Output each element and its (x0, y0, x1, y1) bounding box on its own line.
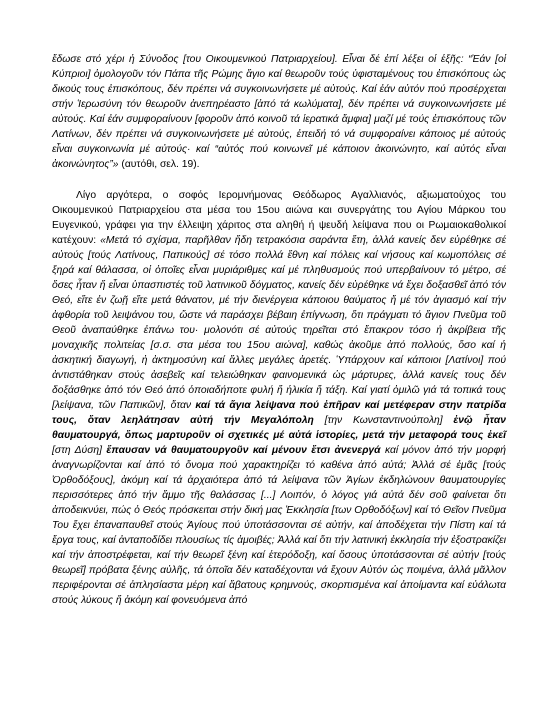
paragraph-2 (52, 188, 506, 608)
paragraph-1 (52, 52, 506, 172)
paragraph1-text-segment: (αυτόθι, σελ. 19). (121, 159, 200, 170)
paragraph2-text-segment: «Μετά τό σχίσμα, παρῆλθαν ἤδη τετρακόσια σαράντα ἔτη, ἀλλά κανείς δεν εὑρέθηκε σέ αὐτούς [τούς Λατίνους, Παπικούς] σέ τόσο πολλά ἔθνη καί πόλεις καί νήσους καί κωμοπόλεις σέ ξηρά καί θάλασσα, οἱ ὁποῖες εἶναι μυριάριθμες καί μέ πληθυσμούς πού υπερβαίνουν τό μέτρο, σέ ὅσες ἦταν ἤ εἶναι ὑπασπιστές τοῦ λατινικοῦ δόγματος, κανείς δέν εὑρέθηκε νά ἔχει δοξασθεῖ ἀπό τόν Θεό, εἴτε ἐν ζωῇ εἴτε μετά θάνατον, μέ τήν διενέργεια κάποιου θαύματος ἤ μέ τόν ἁγιασμό καί τήν ἀφθορία τοῦ λειψάνου του, ὥστε νά παράσχει βέβαιη ἐπίγνωση, ὅτι πράγματι τό ἅγιον Πνεῦμα τοῦ Θεοῦ ἀναπαύθηκε ἐπάνω του· μολονότι σέ αὐτούς τηρεῖται στό ἔπακρον τόσο ἡ ἀκρίβεια τῆς μοναχικῆς πολιτείας [σ.σ. στα μέσα του 15ου αιώνα], καθώς ἀκοῦμε ἀπό πολλούς, ὅσο καί ἡ ἀσκητική διαγωγή, ἡ ἀκτημοσύνη καί ἄλλες μεγάλες ἀρετές. Ὑπάρχουν καί κάποιοι [Λατίνοι] πού ἀντιστάθηκαν στούς ἀσεβεῖς καί τελειώθηκαν φαινομενικά ὡς μάρτυρες, ἀλλά κανείς τους δέν δοξάσθηκε ἀπό τόν Θεό ἀπό ὁποιαδήποτε φυλή ἤ ἡλικία ἤ τάξη. Καί γιατί ὁμιλῶ γιά τά τοπικά τους [λείψανα, τῶν Παπικῶν], ὅταν (52, 235, 506, 411)
paragraph2-text-segment: Λίγο αργότερα, ο σοφός Ιερομνήμονας Θεόδωρος Αγαλλιανός, αξιωματούχος του Οικουμενικού Πατριαρχείου στα μέσα του 15ου αιώνα και συνεργάτης του Αγίου Μάρκου του Ευγενικού, γράφει για την έλλειψη χάριτος στα αληθή ή ψευδή λείψανα που οι Ρωμαιοκαθολικοί κατέχουν: (52, 190, 506, 246)
paragraph2-text-segment: ἐνῷ ἦταν θαυματουργά, ὅπως μαρτυροῦν οἱ σχετικές μέ αὐτά ἱστορίες, μετά τήν μεταφορά τους ἐκεῖ (52, 415, 506, 441)
paragraph1-text-segment: ἔδωσε στό χέρι ἡ Σύνοδος [του Οικουμενικού Πατριαρχείου]. Εἶναι δέ ἐπί λέξει οἱ ἑξῆς: “Ἐάν [οἱ Κύπριοι] ὁμολογοῦν τόν Πάπα τῆς Ρώμης ἅγιο καί θεωροῦν τούς ὑφισταμένους του ἐπισκόπους ὡς δικούς τους ἐπισκόπους, δέν πρέπει νά συγκοινωνήσετε μέ αὐτούς. Καί ἐάν αὐτόν πού προσέρχεται στήν Ἱερωσύνη τόν θεωροῦν ἀνεπηρέαστο [ἀπό τά κωλύματα], δέν πρέπει νά συγκοινωνήσετε μέ αὐτούς. Καί ἐάν συμφοραίνουν [φοροῦν ἀπό κοινοῦ τά ἱερατικά ἄμφια] μαζί μέ τούς ἐπισκόπους τῶν Λατίνων, δέν πρέπει νά συγκοινωνήσετε μέ αὐτούς, ἐπειδή τό νά συμφοραίνει κάποιος μέ αὐτούς εἶναι συγκοινωνία μέ αὐτούς· καί “αὐτός πού κοινωνεῖ μέ κάποιον ἀκοινώνητο, καί αὐτός εἶναι ἀκοινώνητος”» (52, 54, 506, 170)
paragraph2-text-segment: [στη Δύση] (52, 445, 107, 456)
paragraph2-text-segment: [την Κωνσταντινούπολη] (313, 415, 454, 426)
paragraph2-text-segment: καί τά ἅγια λείψανα πού ἐπῆραν καί μετέφεραν στην πατρίδα τους, ὅταν λεηλάτησαν αὐτή τήν Μεγαλόπολη (52, 400, 506, 426)
paragraph2-text-segment: καί μόνον ἀπό τήν μορφή ἀναγνωρίζονται καί ἀπό τό ὄνομα πού χαρακτηρίζει τό καθένα ἀπό αὐτά; Ἀλλά σέ ἐμᾶς [τούς Ὀρθοδόξους], ἀκόμη καί τά ἀρχαιότερα ἀπό τά λείψανα τῶν Ἁγίων ἐκδηλώνουν θαυματουργίες περισσότερες ἀπό τήν ἄμμο τῆς θαλάσσας [...] Λοιπόν, ὁ λόγος γιά αὐτά δέν σοῦ φαίνεται ὅτι ἀποδεικνύει, πώς ὁ Θεός πρόσκειται στήν δική μας Ἐκκλησία [των Ορθοδόξων] καί τό Θεῖον Πνεῦμα Του ἔχει ἐπαναπαυθεῖ στούς Ἁγίους πού ὑποτάσσονται σέ αὐτήν, καί ἀποδέχεται τήν Πίστη καί τά ἔργα τους, καί ἀνταποδίδει πλουσίως τίς ἀμοιβές; Ἀλλά καί ὅτι τήν λατινική ἐκκλησία τήν ἐξοστρακίζει καί τήν ἀποστρέφεται, καί τήν θεωρεῖ ξένη καί ἑτερόδοξη, καί ὅσους ὑποτάσσονται σέ αὐτήν [τούς θεωρεῖ] πρόβατα ξένης αὐλῆς, τά ὁποῖα δέν καταδέχονται νά ἔχουν Αὐτόν ὡς ποιμένα, ἀλλά μᾶλλον περιφέρονται σέ ἀπλησίαστα μέρη καί ἄβατους κρημνούς, σκορπισμένα καί ἀποίμαντα καί εὐάλωτα στούς λύκους ἤ ἀκόμη καί φονευόμενα ἀπό (52, 445, 506, 606)
paragraph2-text-segment: ἔπαυσαν νά θαυματουργοῦν καί μένουν ἔτσι ἀνενεργά (106, 445, 381, 456)
